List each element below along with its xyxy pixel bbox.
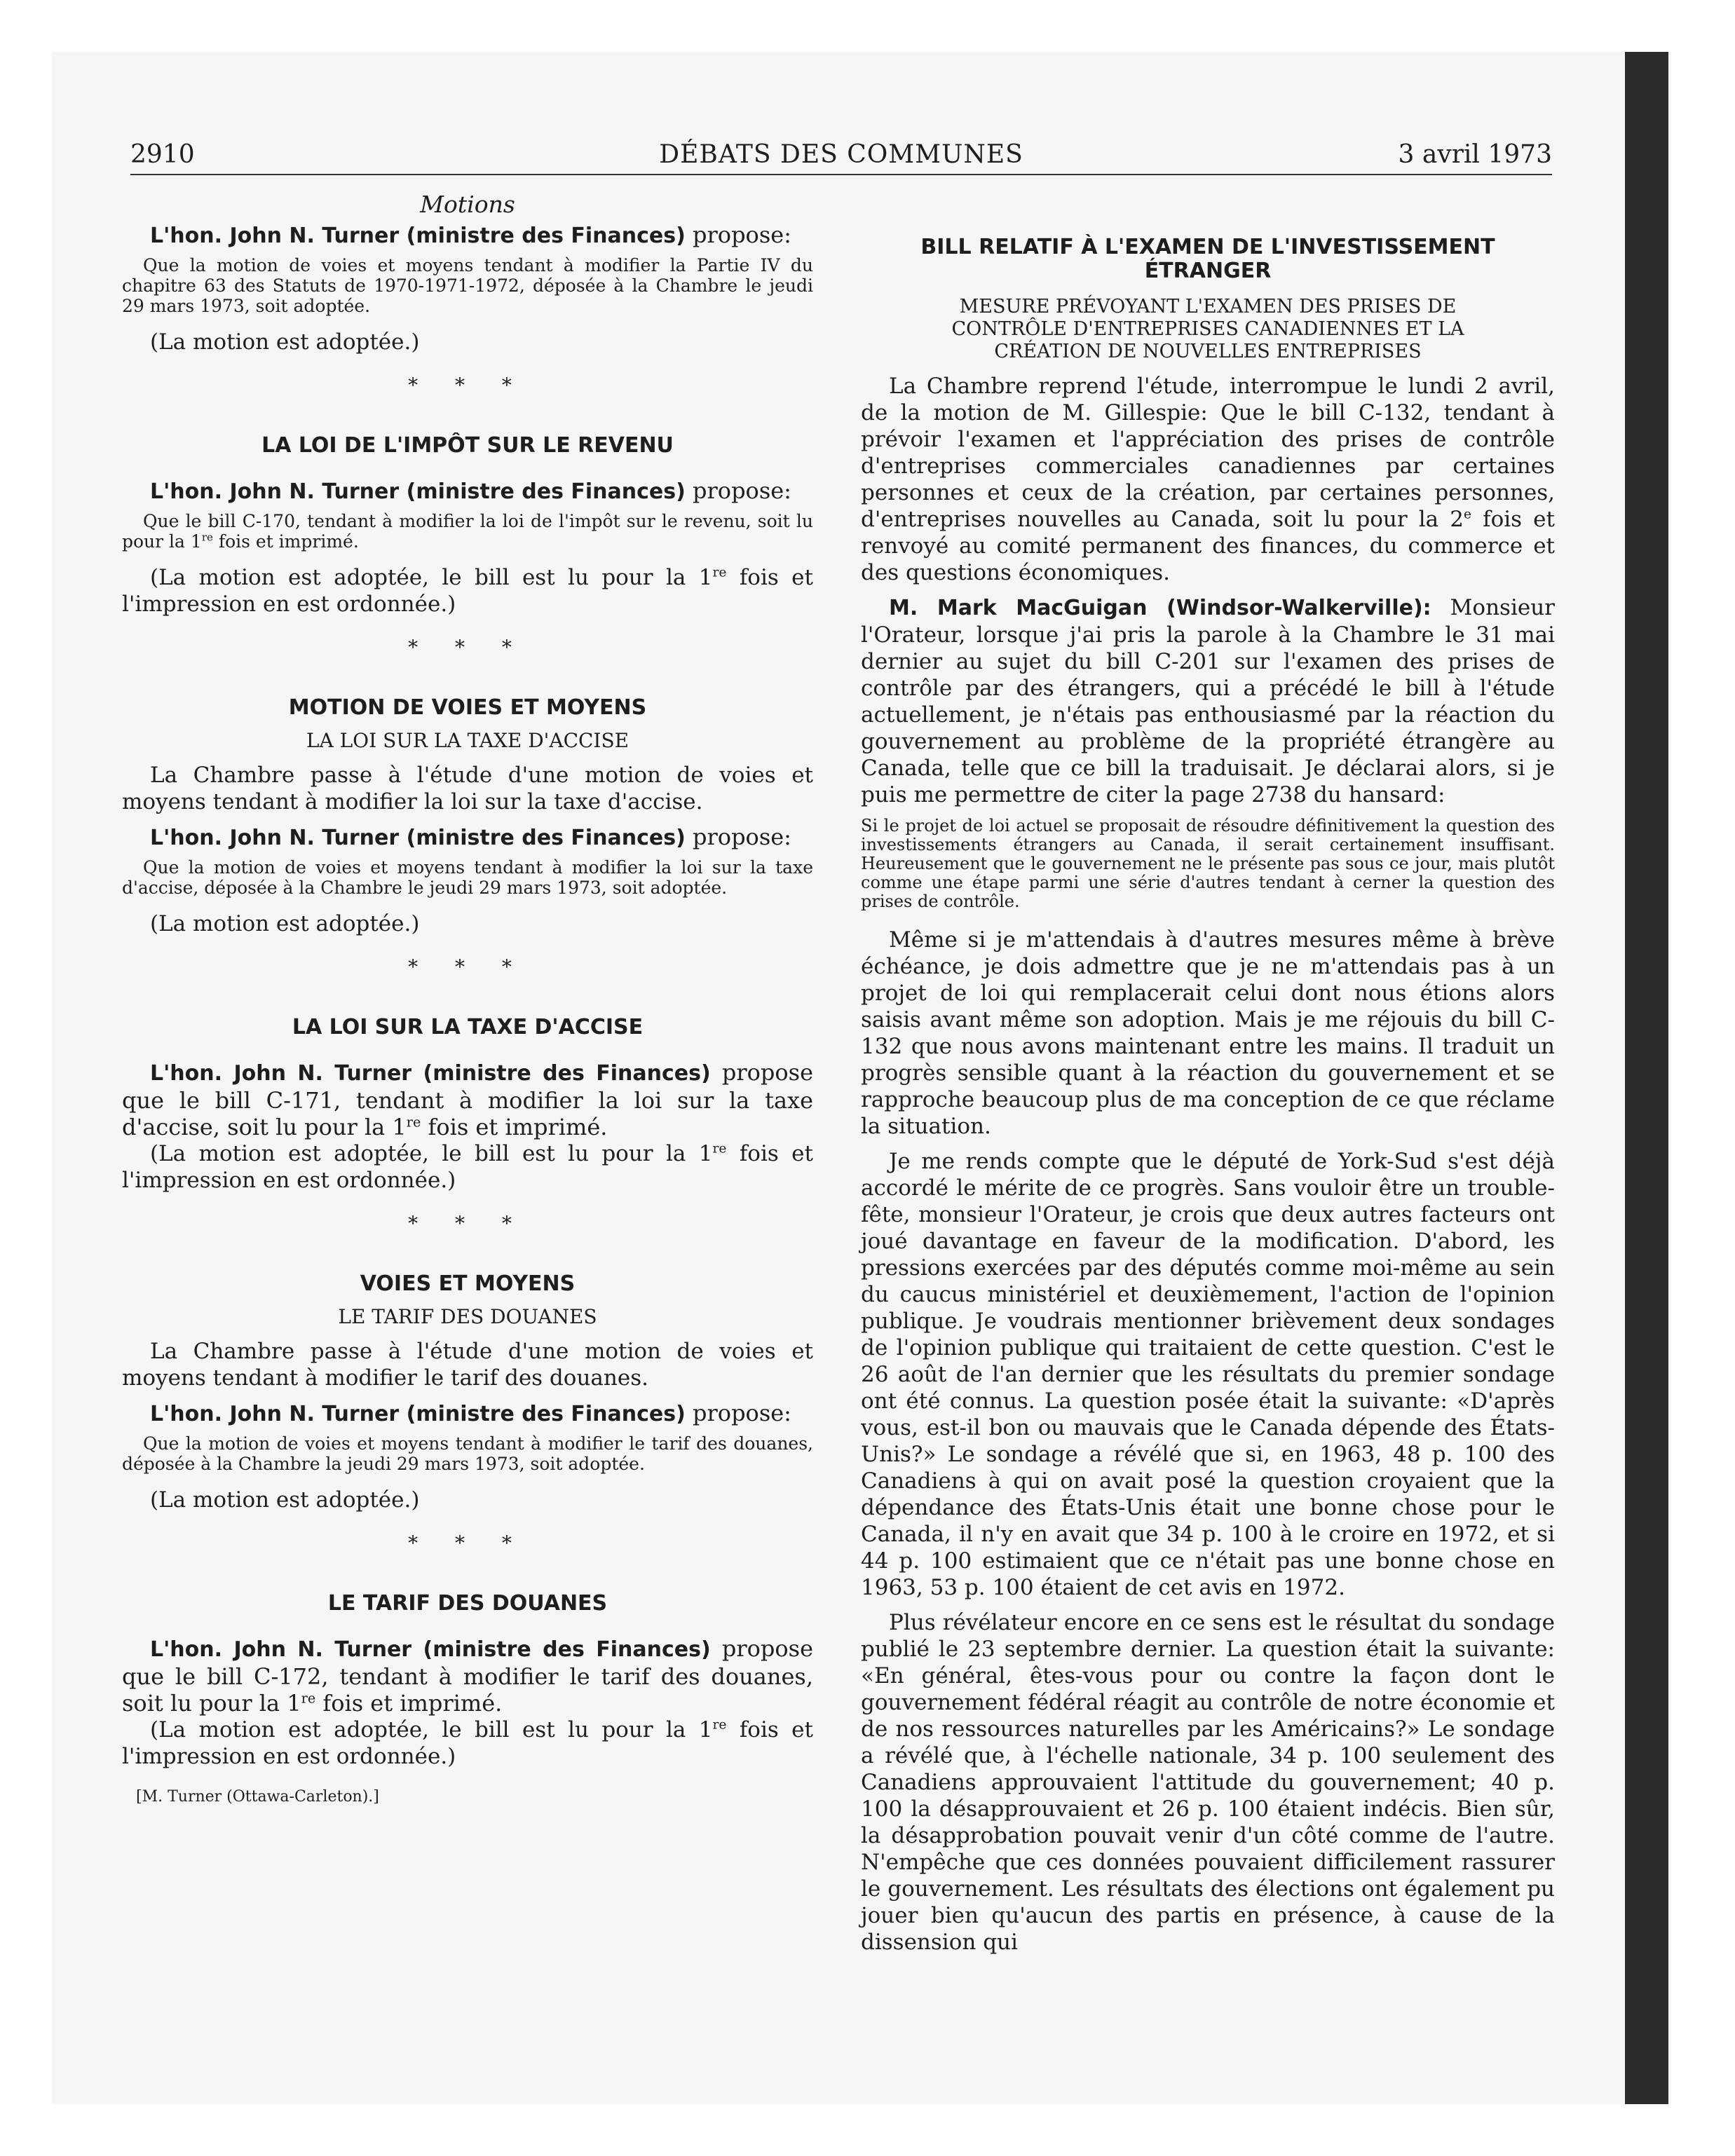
speaker-name: L'hon. John N. Turner (ministre des Finances) <box>150 1637 711 1662</box>
paragraph: La Chambre reprend l'étude, interrompue le lundi 2 avril, de la motion de M. Gillespie: Que le bill C-132, tendant à prévoir l'examen et l'appréciation des prises de contrôle d'entreprises commerciales canadiennes par certaines personnes et ceux de la création, par certaines personnes, d'entreprises nouvelles au Canada, soit lu pour la 2e fois et renvoyé au comité permanent des finances, du commerce et des questions économiques. <box>861 374 1555 585</box>
motion-text: Que la motion de voies et moyens tendant à modifier la Partie IV du chapitre 63 des Statuts de 1970-1971-1972, déposée à la Chambre le jeudi 29 mars 1973, soit adoptée. <box>122 255 813 316</box>
speaker-footnote: [M. Turner (Ottawa-Carleton).] <box>136 1788 379 1806</box>
paragraph: Plus révélateur encore en ce sens est le résultat du sondage publié le 23 septembre dernier. La question était la suivante: «En général, êtes-vous pour ou contre la façon dont le gouvernement fédéral réagit au contrôle de notre économie et de nos ressources naturelles par les Américains?» Le sondage a révélé que, à l'échelle nationale, 34 p. 100 seulement des Canadiens approuvaient l'attitude du gouvernement; 40 p. 100 la désapprouvaient et 26 p. 100 étaient indécis. Bien sûr, la désapprobation pouvait venir d'un côté comme de l'autre. N'empêche que ces données pouvaient difficilement rassurer le gouvernement. Les résultats des élections ont également pu jouer bien qu'aucun des partis en présence, à cause de la dissension qui <box>861 1610 1555 1955</box>
section-heading: LA LOI SUR LA TAXE D'ACCISE <box>292 1015 644 1039</box>
proposer-line: L'hon. John N. Turner (ministre des Finances) propose que le bill C-172, tendant à modifier le tarif des douanes, soit lu pour la 1re fois et imprimé. <box>122 1635 814 1717</box>
section-heading: BILL RELATIF À L'EXAMEN DE L'INVESTISSEMENT ÉTRANGER <box>920 235 1495 283</box>
speaker-name: L'hon. John N. Turner (ministre des Finances) <box>150 1061 711 1086</box>
motion-text: Que le bill C-170, tendant à modifier la loi de l'impôt sur le revenu, soit lu pour la 1re fois et imprimé. <box>122 511 813 552</box>
paragraph: Même si je m'attendais à d'autres mesures même à brève échéance, je dois admettre que je ne m'attendais pas à un projet de loi qui remplacerait celui dont nous étions alors saisis avant même son adoption. Mais je me réjouis du bill C-132 que nous avons maintenant entre les mains. Il traduit un progrès sensible quant à la réaction du gouvernement et se rapproche beaucoup plus de ma conception de ce que réclame la situation. <box>861 927 1555 1139</box>
hansard-quote: Si le projet de loi actuel se proposait de résoudre définitivement la question des investissements étrangers au Canada, il serait certainement insuffisant. Heureusement que le gouvernement ne le présente pas sous ce jour, mais plutôt comme une étape parmi une série d'autres tendant à cerner la question des prises de contrôle. <box>861 816 1555 911</box>
section-subheading: LA LOI SUR LA TAXE D'ACCISE <box>306 729 630 752</box>
motion-result: (La motion est adoptée.) <box>150 911 420 936</box>
proposer-line: L'hon. John N. Turner (ministre des Finances) propose: <box>150 221 791 248</box>
motion-result: (La motion est adoptée.) <box>150 329 420 355</box>
page-header <box>130 140 1552 175</box>
left-column <box>122 191 813 1806</box>
motion-result: (La motion est adoptée, le bill est lu pour la 1re fois et l'impression en est ordonnée.) <box>122 1717 813 1769</box>
section-heading: VOIES ET MOYENS <box>360 1271 576 1296</box>
section-divider: * * * <box>408 1531 527 1555</box>
paragraph: Je me rends compte que le député de York-Sud s'est déjà accordé le mérite de ce progrès. Sans vouloir être un trouble-fête, monsieur l'Orateur, je crois que deux autres facteurs ont joué davantage en faveur de la modification. D'abord, les pressions exercées par des députés comme moi-même au sein du caucus ministériel et deuxièmement, l'action de l'opinion publique. Je voudrais mentionner brièvement deux sondages de l'opinion publique qui traitaient de cette question. C'est le 26 août de l'an dernier que les résultats du premier sondage ont été connus. La question posée était la suivante: «D'après vous, est-il bon ou mauvais que le Canada dépende des États-Unis?» Le sondage a révélé que si, en 1963, 48 p. 100 des Canadiens à qui on avait posé la question croyaient que la dépendance des États-Unis était une bonne chose pour le Canada, il n'y en avait que 34 p. 100 à le croire en 1972, et si 44 p. 100 estimaient que ce n'était pas une bonne chose en 1963, 53 p. 100 étaient de cet avis en 1972. <box>861 1149 1555 1600</box>
proposer-line: L'hon. John N. Turner (ministre des Finances) propose: <box>150 824 791 850</box>
motion-text: Que la motion de voies et moyens tendant à modifier le tarif des douanes, déposée à la Chambre la jeudi 29 mars 1973, soit adoptée. <box>122 1433 813 1474</box>
publication-title: DÉBATS DES COMMUNES <box>659 140 1023 169</box>
motion-result: (La motion est adoptée, le bill est lu pour la 1re fois et l'impression en est ordonnée.) <box>122 565 813 617</box>
speaker-name: L'hon. John N. Turner (ministre des Finances) <box>150 826 686 850</box>
section-subheading: MESURE PRÉVOYANT L'EXAMEN DES PRISES DE CONTRÔLE D'ENTREPRISES CANADIENNES ET LA CRÉATION DE NOUVELLES ENTREPRISES <box>951 296 1464 362</box>
section-intro: La Chambre passe à l'étude d'une motion de voies et moyens tendant à modifier le tarif des douanes. <box>122 1339 813 1391</box>
motion-result: (La motion est adoptée, le bill est lu pour la 1re fois et l'impression en est ordonnée.) <box>122 1141 813 1193</box>
speaker-name: L'hon. John N. Turner (ministre des Finances) <box>150 479 686 504</box>
speech-paragraph: M. Mark MacGuigan (Windsor-Walkerville): Monsieur l'Orateur, lorsque j'ai pris la parole à la Chambre le 31 mai dernier au sujet du bill C-201 sur l'examen des prises de contrôle par des étrangers, qui a précédé le bill à l'étude actuellement, je n'étais pas enthousiasmé par la réaction du gouvernement au problème de la propriété étrangère au Canada, telle que ce bill la traduisait. Je déclarai alors, si je puis me permettre de citer la page 2738 du hansard: <box>861 595 1555 807</box>
section-heading: LE TARIF DES DOUANES <box>327 1591 608 1616</box>
proposer-line: L'hon. John N. Turner (ministre des Finances) propose: <box>150 1400 791 1426</box>
section-divider: * * * <box>408 1212 527 1235</box>
motion-result: (La motion est adoptée.) <box>150 1487 420 1513</box>
speaker-name: L'hon. John N. Turner (ministre des Finances) <box>150 1402 686 1426</box>
section-heading: MOTION DE VOIES ET MOYENS <box>288 695 647 720</box>
motion-text: Que la motion de voies et moyens tendant à modifier la loi sur la taxe d'accise, déposée à la Chambre le jeudi 29 mars 1973, soit adoptée. <box>122 857 813 898</box>
section-divider: * * * <box>408 374 527 397</box>
section-subheading: LE TARIF DES DOUANES <box>338 1305 597 1328</box>
proposer-line: L'hon. John N. Turner (ministre des Finances) propose: <box>150 477 791 504</box>
section-divider: * * * <box>408 955 527 978</box>
scan-edge-bar <box>1625 52 1668 2104</box>
proposer-line: L'hon. John N. Turner (ministre des Finances) propose que le bill C-171, tendant à modifier la loi sur la taxe d'accise, soit lu pour la 1re fois et imprimé. <box>122 1059 814 1140</box>
speaker-name: L'hon. John N. Turner (ministre des Finances) <box>150 224 686 248</box>
section-divider: * * * <box>408 636 527 659</box>
motions-heading: Motions <box>420 191 515 218</box>
right-column <box>861 191 1555 1964</box>
section-intro: La Chambre passe à l'étude d'une motion de voies et moyens tendant à modifier la loi sur la taxe d'accise. <box>122 763 813 814</box>
section-heading: LA LOI DE L'IMPÔT SUR LE REVENU <box>261 433 674 458</box>
page-number: 2910 <box>130 140 195 169</box>
page-date: 3 avril 1973 <box>1398 140 1552 169</box>
speaker-name: M. Mark MacGuigan (Windsor-Walkerville): <box>889 596 1431 620</box>
